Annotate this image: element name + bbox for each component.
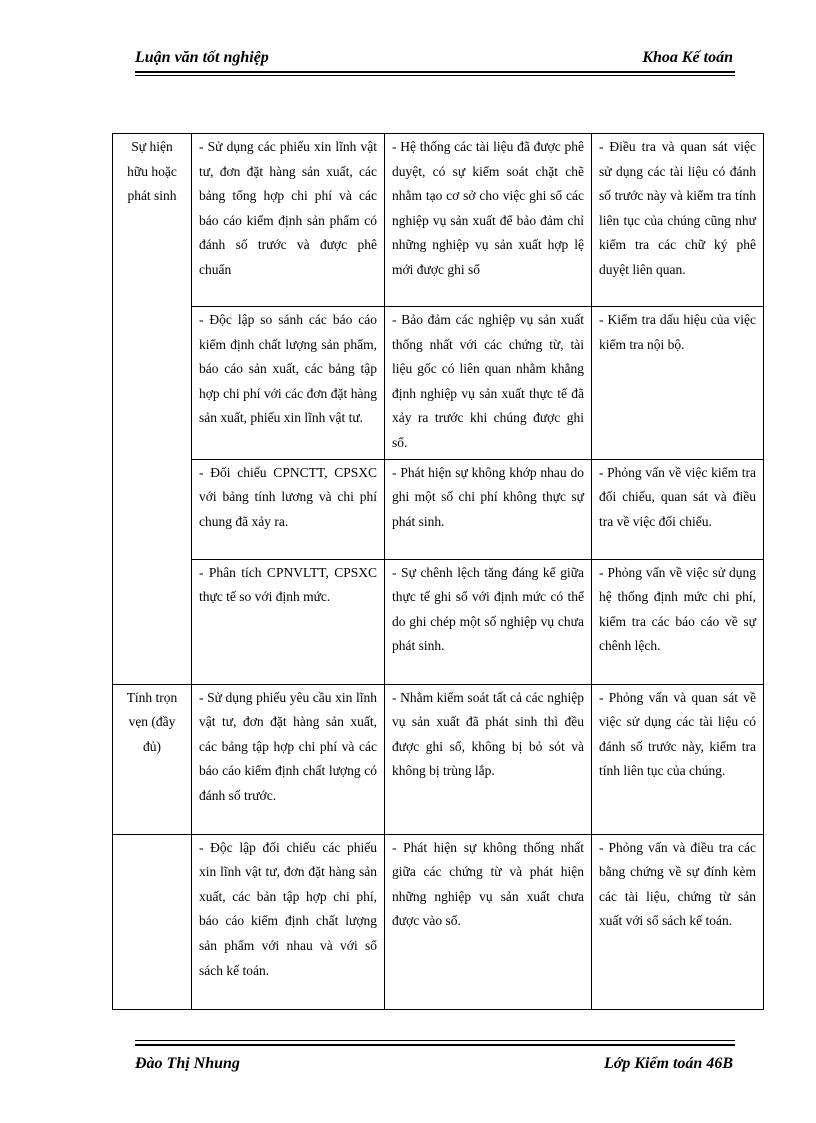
page-header [135,46,735,76]
table-row [113,134,764,307]
control-purpose-cell: - Sự chênh lệch tăng đáng kể giữa thực tế ghi sổ với định mức có thể do ghi chép một số nghiệp vụ chưa phát sinh. [385,559,592,684]
test-procedure-cell: - Phỏng vấn về việc sử dụng hệ thống định mức chi phí, kiểm tra các báo cáo về sự chênh lệch. [592,559,764,684]
control-purpose-cell: - Phát hiện sự không khớp nhau do ghi một số chi phí không thực sự phát sinh. [385,459,592,559]
header-rule-thick [135,71,735,73]
objective-cell [113,834,192,1009]
footer-rule-thick [135,1044,735,1046]
control-purpose-cell: - Hệ thống các tài liệu đã được phê duyệt, có sự kiểm soát chặt chẽ nhằm tạo cơ sở cho việc ghi sổ các nghiệp vụ sản xuất để bảo đảm chỉ những nghiệp vụ sản xuất hợp lệ mới được ghi sổ [385,134,592,307]
footer-class-label: Lớp Kiểm toán 46B [603,1055,733,1072]
table-row [113,684,764,834]
header-thesis-label: Luận văn tốt nghiệp [135,49,269,66]
table-row [113,559,764,684]
test-procedure-cell: - Phỏng vấn về việc kiểm tra đối chiếu, quan sát và điều tra về việc đối chiếu. [592,459,764,559]
test-procedure-cell: - Phỏng vấn và điều tra các bằng chứng về sự đính kèm các tài liệu, chứng từ sản xuất với sổ sách kế toán. [592,834,764,1009]
page-footer [135,1040,735,1080]
test-procedure-cell: - Điều tra và quan sát việc sử dụng các tài liệu có đánh số trước này và kiểm tra tính liên tục của chúng cũng như kiểm tra các chữ ký phê duyệt liên quan. [592,134,764,307]
control-purpose-cell: - Phát hiện sự không thống nhất giữa các chứng từ và phát hiện những nghiệp vụ sản xuất chưa được vào sổ. [385,834,592,1009]
test-procedure-cell: - Phỏng vấn và quan sát về việc sử dụng các tài liệu có đánh số trước này, kiểm tra tính liên tục của chúng. [592,684,764,834]
header-rule-thin [135,75,735,76]
test-procedure-cell: - Kiểm tra dấu hiệu của việc kiểm tra nội bộ. [592,307,764,460]
control-procedure-cell: - Sử dụng phiếu yêu cầu xin lĩnh vật tư, đơn đặt hàng sản xuất, các bảng tập hợp chi phí và các báo cáo kiểm định chất lượng có đánh số trước. [192,684,385,834]
control-procedure-cell: - Phân tích CPNVLTT, CPSXC thực tế so với định mức. [192,559,385,684]
objective-cell: Tính trọn vẹn (đầy đủ) [113,684,192,834]
table-row [113,459,764,559]
objective-cell: Sự hiện hữu hoặc phát sinh [113,134,192,685]
footer-author-label: Đào Thị Nhung [135,1055,240,1072]
header-faculty-label: Khoa Kế toán [642,49,733,66]
control-purpose-cell: - Nhằm kiểm soát tất cả các nghiệp vụ sản xuất đã phát sinh thì đều được ghi sổ, không bị bỏ sót và không bị trùng lắp. [385,684,592,834]
audit-procedures-table [112,133,764,1010]
control-procedure-cell: - Độc lập so sánh các báo cáo kiểm định chất lượng sản phẩm, báo cáo sản xuất, các bảng tập hợp chi phí với các đơn đặt hàng sản xuất, phiếu xin lĩnh vật tư. [192,307,385,460]
footer-rule-thin [135,1040,735,1041]
table-row [113,307,764,460]
control-procedure-cell: - Độc lập đối chiếu các phiếu xin lĩnh vật tư, đơn đặt hàng sản xuất, các bản tập hợp chi phí, báo cáo kiểm định chất lượng sản phẩm với nhau và với sổ sách kế toán. [192,834,385,1009]
table-row [113,834,764,1009]
control-purpose-cell: - Bảo đảm các nghiệp vụ sản xuất thống nhất với các chứng từ, tài liệu gốc có liên quan nhằm khẳng định nghiệp vụ sản xuất thực tế đã xảy ra trước khi chúng được ghi sổ. [385,307,592,460]
control-procedure-cell: - Đối chiếu CPNCTT, CPSXC với bảng tính lương và chi phí chung đã xảy ra. [192,459,385,559]
control-procedure-cell: - Sử dụng các phiếu xin lĩnh vật tư, đơn đặt hàng sản xuất, các bảng tổng hợp chi phí và các báo cáo kiểm định sản phẩm có đánh số trước và được phê chuẩn [192,134,385,307]
